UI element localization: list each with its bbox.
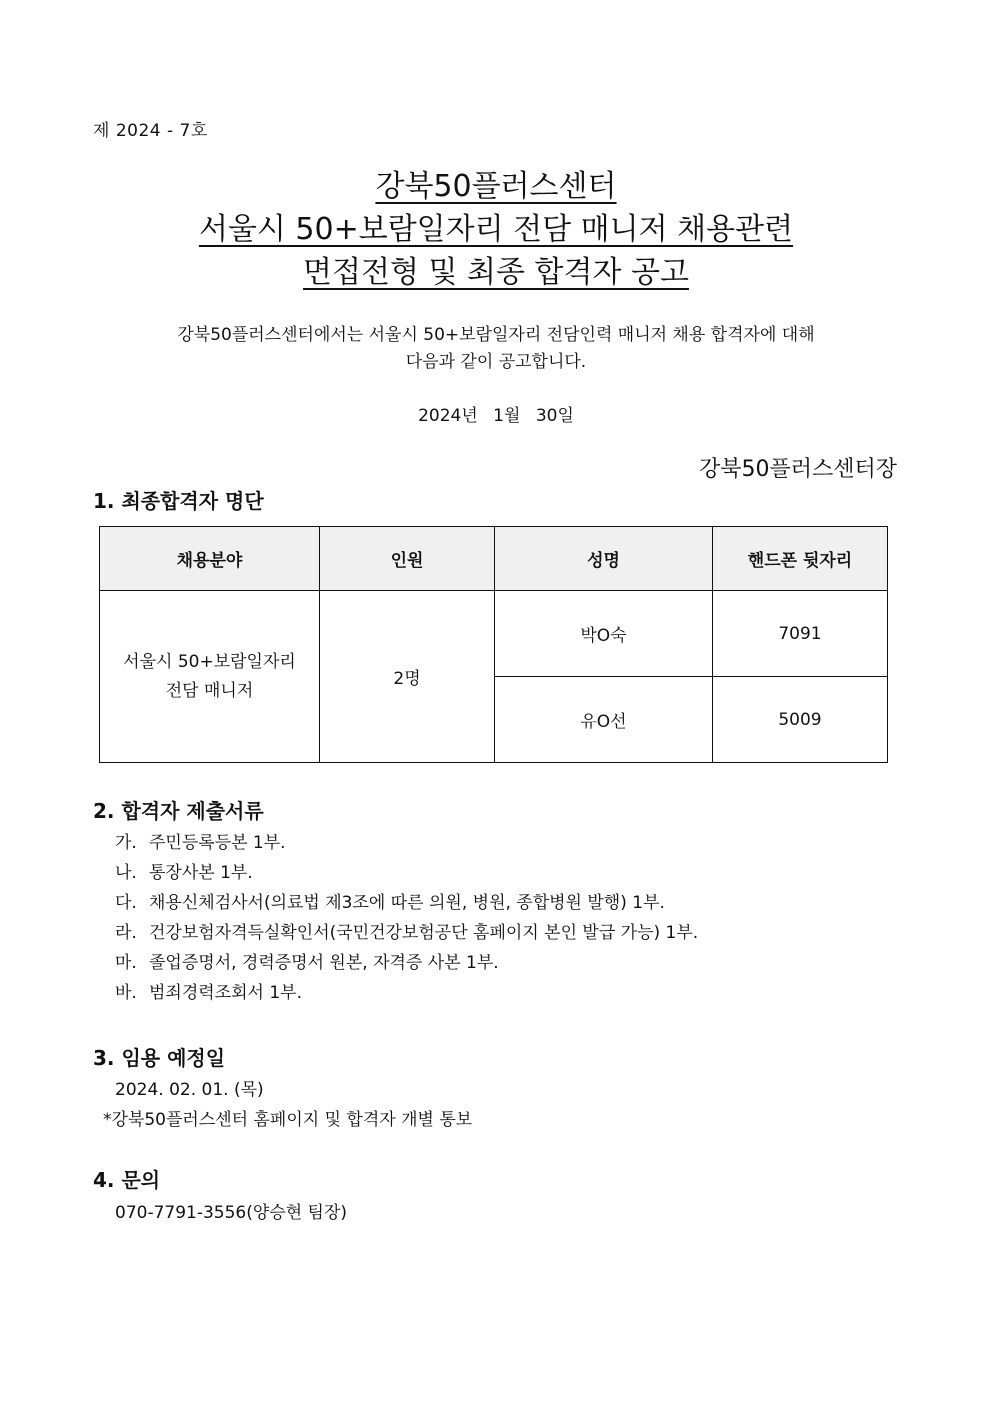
start-date: 2024. 02. 01. (목)	[115, 1080, 264, 1100]
item-text: 채용신체검사서(의료법 제3조에 따른 의원, 병원, 종합병원 발행) 1부.	[149, 893, 665, 913]
title-line-1	[0, 166, 992, 208]
list-item	[115, 858, 698, 888]
title-text-3: 면접전형 및 최종 합격자 공고	[303, 255, 689, 290]
item-label: 나.	[115, 863, 137, 883]
item-label: 가.	[115, 833, 137, 853]
contact-info: 070-7791-3556(양승현 팀장)	[115, 1203, 348, 1223]
final-roster-table	[99, 526, 888, 763]
list-item	[115, 888, 698, 918]
section-heading-contact: 4. 문의	[93, 1168, 161, 1192]
list-item	[115, 948, 698, 978]
name-cell: 유O선	[495, 677, 713, 763]
field-line-2: 전담 매니저	[165, 680, 254, 701]
intro-line-2: 다음과 같이 공고합니다.	[405, 352, 587, 372]
item-text: 통장사본 1부.	[149, 863, 253, 883]
item-label: 바.	[115, 983, 137, 1003]
notice-text: *강북50플러스센터 홈페이지 및 합격자 개별 통보	[103, 1110, 473, 1130]
section-heading-roster: 1. 최종합격자 명단	[93, 489, 264, 513]
documents-list	[115, 828, 698, 1008]
item-text: 건강보험자격득실확인서(국민건강보험공단 홈페이지 본인 발급 가능) 1부.	[149, 923, 699, 943]
section-heading-documents: 2. 합격자 제출서류	[93, 799, 264, 823]
signer: 강북50플러스센터장	[698, 457, 897, 482]
intro-line-1: 강북50플러스센터에서는 서울시 50+보람일자리 전담인력 매니저 채용 합격자에 대해	[177, 325, 815, 345]
document-number: 제 2024 - 7호	[93, 121, 208, 141]
title-text-2: 서울시 50+보람일자리 전담 매니저 채용관련	[198, 212, 794, 247]
field-line-1: 서울시 50+보람일자리	[123, 651, 296, 672]
item-label: 라.	[115, 923, 137, 943]
list-item	[115, 828, 698, 858]
announcement-date: 2024년 1월 30일	[418, 406, 574, 426]
list-item	[115, 978, 698, 1008]
item-text: 졸업증명서, 경력증명서 원본, 자격증 사본 1부.	[149, 953, 499, 973]
headcount-cell: 2명	[320, 591, 495, 763]
phone-cell: 7091	[713, 591, 888, 677]
section-heading-start-date: 3. 임용 예정일	[93, 1046, 226, 1070]
item-text: 범죄경력조회서 1부.	[149, 983, 302, 1003]
list-item	[115, 918, 698, 948]
phone-cell: 5009	[713, 677, 888, 763]
item-label: 다.	[115, 893, 137, 913]
table-row	[100, 591, 888, 677]
header-headcount: 인원	[320, 527, 495, 591]
item-text: 주민등록등본 1부.	[149, 833, 286, 853]
item-label: 마.	[115, 953, 137, 973]
intro-paragraph	[0, 322, 992, 376]
name-cell: 박O숙	[495, 591, 713, 677]
title-text-1: 강북50플러스센터	[375, 169, 617, 204]
header-field: 채용분야	[100, 527, 320, 591]
header-phone: 핸드폰 뒷자리	[713, 527, 888, 591]
field-cell	[100, 591, 320, 763]
title-line-3	[0, 252, 992, 294]
table-header-row	[100, 527, 888, 591]
header-name: 성명	[495, 527, 713, 591]
title-line-2	[0, 209, 992, 251]
